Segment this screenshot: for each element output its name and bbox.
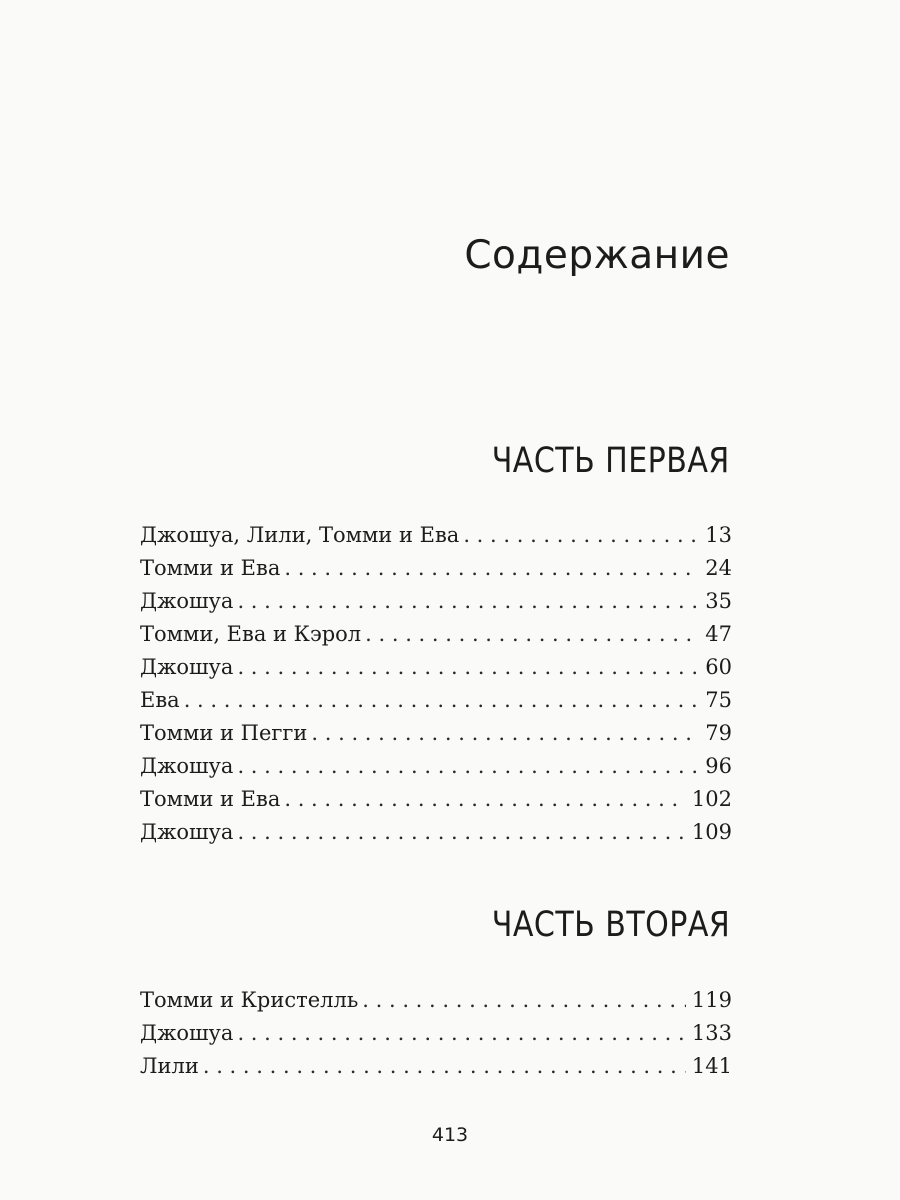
- dot-leader: [237, 750, 699, 783]
- toc-entry-title: Джошуа: [140, 655, 234, 679]
- toc-entry: [140, 717, 732, 750]
- dot-leader: [284, 552, 699, 585]
- dot-leader: [311, 717, 699, 750]
- dot-leader: [463, 519, 699, 552]
- toc-entry: [140, 750, 732, 783]
- toc-entry: [140, 684, 732, 717]
- toc-entry: [140, 552, 732, 585]
- toc-entry: [140, 651, 732, 684]
- toc-entry-page: 13: [705, 523, 732, 547]
- part-two-heading: ЧАСТЬ ВТОРАЯ: [491, 905, 730, 945]
- dot-leader: [362, 984, 686, 1017]
- toc-entry: [140, 783, 732, 816]
- toc-entry-title: Джошуа: [140, 754, 234, 778]
- toc-entry: [140, 519, 732, 552]
- toc-entry-page: 75: [705, 688, 732, 712]
- part-one-toc-list: [140, 519, 732, 849]
- dot-leader: [365, 618, 699, 651]
- dot-leader: [237, 651, 699, 684]
- toc-entry-title: Томми и Ева: [140, 556, 281, 580]
- toc-entry-page: 60: [705, 655, 732, 679]
- dot-leader: [284, 783, 686, 816]
- toc-entry-title: Томми и Кристелль: [140, 988, 359, 1012]
- toc-entry-page: 96: [705, 754, 732, 778]
- page-title: Содержание: [464, 233, 730, 278]
- toc-entry-title: Томми, Ева и Кэрол: [140, 622, 362, 646]
- toc-entry-title: Томми и Ева: [140, 787, 281, 811]
- dot-leader: [237, 816, 685, 849]
- toc-entry: [140, 618, 732, 651]
- page-number: 413: [431, 1124, 469, 1146]
- dot-leader: [237, 1017, 685, 1050]
- toc-entry-page: 141: [691, 1054, 732, 1078]
- dot-leader: [237, 585, 699, 618]
- part-one-heading: ЧАСТЬ ПЕРВАЯ: [492, 441, 730, 481]
- toc-entry: [140, 984, 732, 1017]
- dot-leader: [184, 684, 700, 717]
- toc-entry-title: Джошуа, Лили, Томми и Ева: [140, 523, 460, 547]
- toc-entry-title: Лили: [140, 1054, 199, 1078]
- toc-entry-page: 102: [691, 787, 732, 811]
- toc-entry: [140, 1050, 732, 1083]
- toc-entry-page: 119: [691, 988, 732, 1012]
- toc-entry-title: Джошуа: [140, 820, 234, 844]
- toc-entry-page: 79: [705, 721, 732, 745]
- toc-entry-title: Джошуа: [140, 1021, 234, 1045]
- toc-entry: [140, 1017, 732, 1050]
- dot-leader: [203, 1050, 686, 1083]
- part-two-toc-list: [140, 984, 732, 1083]
- toc-entry-page: 109: [691, 820, 732, 844]
- toc-entry: [140, 585, 732, 618]
- toc-entry-page: 47: [705, 622, 732, 646]
- toc-entry-title: Ева: [140, 688, 180, 712]
- toc-entry-page: 133: [691, 1021, 732, 1045]
- toc-entry-title: Томми и Пегги: [140, 721, 308, 745]
- toc-entry-page: 24: [705, 556, 732, 580]
- toc-entry-title: Джошуа: [140, 589, 234, 613]
- toc-entry: [140, 816, 732, 849]
- toc-entry-page: 35: [705, 589, 732, 613]
